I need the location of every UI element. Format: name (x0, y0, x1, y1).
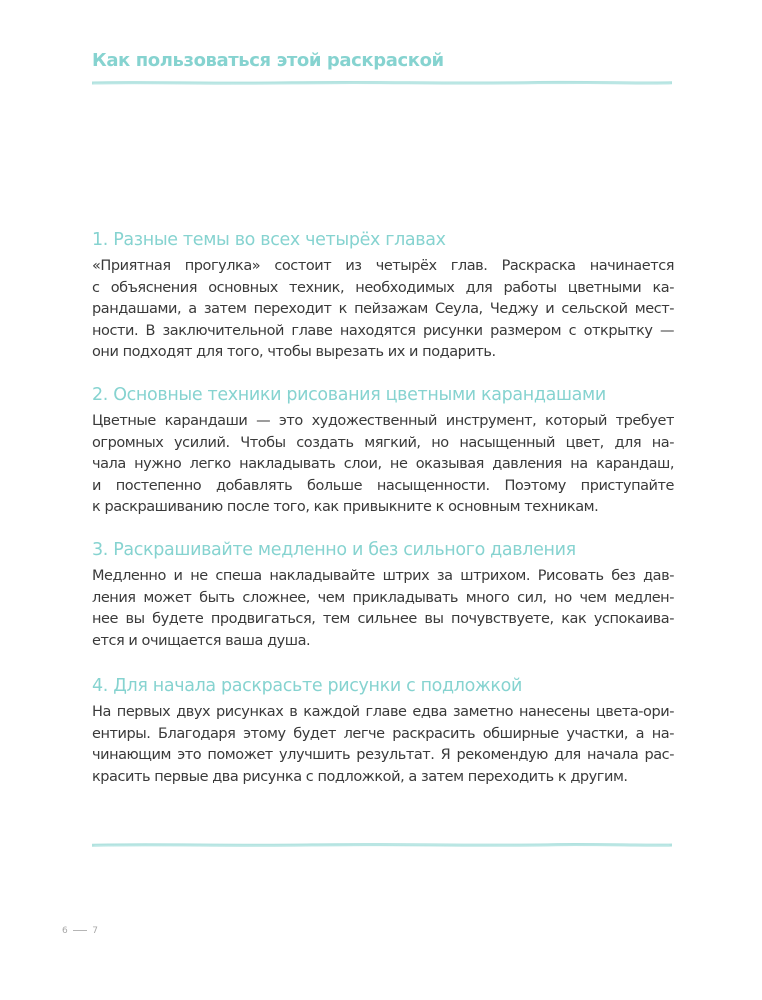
paragraph-line: с объяснения основных техник, необходимых для работы цветными ка- (92, 279, 674, 296)
paragraph-line: ентиры. Благодаря этому будет легче раскрасить обширные участки, а на- (92, 725, 674, 742)
section-basic-techniques (92, 383, 674, 519)
paragraph-line: они подходят для того, чтобы вырезать их и подарить. (92, 344, 496, 360)
page-number-separator (73, 930, 87, 931)
page-numbers (62, 926, 98, 936)
section-heading: 2. Основные техники рисования цветными карандашами (92, 385, 606, 405)
section-paragraph (92, 702, 674, 788)
paragraph-line: нее вы будете продвигаться, тем сильнее вы почувствуете, как успокаива- (92, 611, 674, 627)
paragraph-line: чинающим это поможет улучшить результат. Я рекомендую для начала рас- (92, 747, 674, 763)
paragraph-line: чала нужно легко накладывать слои, не оказывая давления на карандаш, (92, 456, 674, 472)
paragraph-line: огромных усилий. Чтобы создать мягкий, но насыщенный цвет, для на- (92, 434, 674, 451)
section-different-themes (92, 228, 674, 364)
paragraph-line: ления может быть сложнее, чем прикладывать много сил, но чем медлен- (92, 589, 674, 606)
page-title: Как пользоваться этой раскраской (92, 50, 444, 71)
page-number-left: 6 (62, 926, 69, 936)
paragraph-line: красить первые два рисунка с подложкой, а затем переходить к другим. (92, 768, 628, 785)
paragraph-line: На первых двух рисунках в каждой главе едва заметно нанесены цвета-ори- (92, 704, 674, 720)
top-divider (92, 78, 672, 88)
paragraph-line: «Приятная прогулка» состоит из четырёх глав. Раскраска начинается (92, 258, 674, 274)
section-heading: 3. Раскрашивайте медленно и без сильного давления (92, 540, 576, 560)
paragraph-line: рандашами, а затем переходит к пейзажам Сеула, Чеджу и сельской мест- (92, 301, 674, 317)
page-number-right: 7 (92, 926, 99, 936)
section-color-slowly (92, 538, 674, 652)
paragraph-line: ется и очищается ваша душа. (92, 632, 311, 649)
paragraph-line: ности. В заключительной главе находятся рисунки размером с открытку — (92, 322, 674, 339)
section-paragraph (92, 411, 674, 519)
paragraph-line: Цветные карандаши — это художественный инструмент, который требует (92, 413, 674, 429)
bottom-divider (92, 840, 672, 850)
section-heading: 1. Разные темы во всех четырёх главах (92, 230, 446, 250)
section-underlay-drawings (92, 674, 674, 788)
paragraph-line: к раскрашиванию после того, как привыкните к основным техникам. (92, 499, 599, 515)
section-heading: 4. Для начала раскрасьте рисунки с подложкой (92, 676, 522, 696)
paragraph-line: Медленно и не спеша накладывайте штрих за штрихом. Рисовать без дав- (92, 568, 674, 584)
section-paragraph (92, 566, 674, 652)
paragraph-line: и постепенно добавлять больше насыщенности. Поэтому приступайте (92, 477, 674, 494)
section-paragraph (92, 256, 674, 364)
